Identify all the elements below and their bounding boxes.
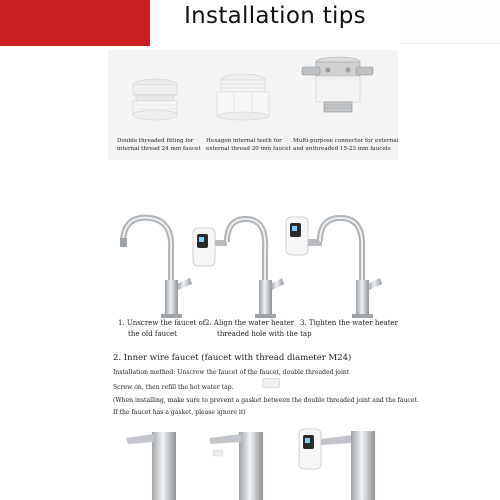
straight-faucet-3-icon: [295, 425, 385, 500]
method-line-4: If the faucet has a gasket, please ignore it): [113, 409, 246, 416]
fitting-caption-3: Multi-purpose connector for external and unthreaded 15-23 mm faucets: [293, 138, 399, 152]
step-2-caption: 2. Align the water heater threaded hole with the tap: [205, 319, 312, 338]
step-3-caption: 3. Tighten the water heater: [300, 319, 398, 327]
faucet-step-2-icon: [185, 210, 285, 320]
header-banner: [0, 0, 500, 44]
straight-faucet-1-icon: [118, 430, 188, 500]
method-line-3: (When installing, make sure to prevent a gasket between the double threaded joint and the faucet.: [113, 397, 419, 404]
step-1-caption: 1. Unscrew the faucet of the old faucet: [118, 319, 206, 338]
straight-faucet-2-icon: [205, 430, 275, 500]
gasket-icon: [262, 378, 280, 388]
method-line-1: Installation method: Unscrew the faucet of the faucet, double threaded joint: [113, 369, 350, 376]
section2-title: 2. Inner wire faucet (faucet with thread diameter M24): [113, 353, 352, 363]
page-title: Installation tips: [184, 3, 366, 29]
threaded-fitting-icon: [125, 75, 185, 130]
fitting-caption-1: Double threaded fitting for internal thread 24 mm faucet: [117, 138, 201, 152]
multipurpose-connector-icon: [300, 55, 375, 130]
faucet-step-3-icon: [280, 205, 390, 320]
method-line-2: Screw on, then refill the hot water tap.: [113, 384, 234, 391]
fitting-caption-2: Hexagon internal teeth for external thread 20 mm faucet: [206, 138, 291, 152]
hexagon-fitting-icon: [212, 72, 274, 130]
